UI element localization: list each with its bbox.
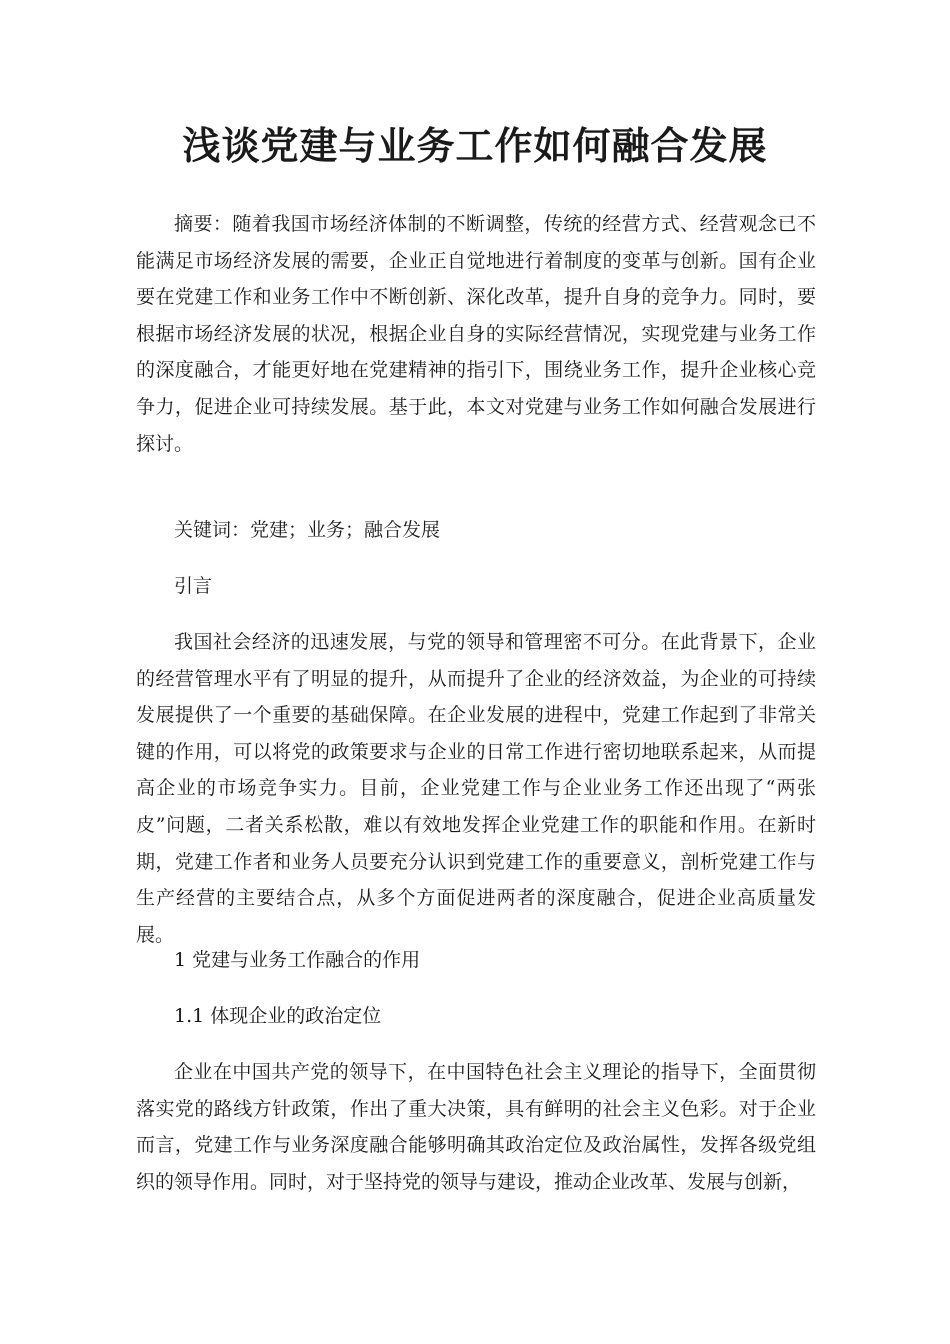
section-1-1-heading: 1.1 体现企业的政治定位 [174, 1005, 382, 1027]
keywords-line: 关键词：党建；业务；融合发展 [174, 519, 441, 541]
abstract-paragraph: 摘要：随着我国市场经济体制的不断调整，传统的经营方式、经营观念已不能满足市场经济发展的需要，企业正自觉地进行着制度的变革与创新。国有企业要在党建工作和业务工作中不断创新、深化改革，提升自身的竞争力。同时，要根据市场经济发展的状况，根据企业自身的实际经营情况，实现党建与业务工作的深度融合，才能更好地在党建精神的指引下，围绕业务工作，提升企业核心竞争力，促进企业可持续发展。基于此，本文对党建与业务工作如何融合发展进行探讨。 [136, 213, 816, 455]
document-title: 浅谈党建与业务工作如何融合发展 [182, 124, 768, 168]
section-1-1-paragraph: 企业在中国共产党的领导下，在中国特色社会主义理论的指导下，全面贯彻落实党的路线方针政策，作出了重大决策，具有鲜明的社会主义色彩。对于企业而言，党建工作与业务深度融合能够明确其政治定位及政治属性，发挥各级党组织的领导作用。同时，对于坚持党的领导与建设，推动企业改革、发展与创新， [136, 1061, 816, 1193]
section-1-heading: 1 党建与业务工作融合的作用 [174, 949, 421, 971]
intro-paragraph: 我国社会经济的迅速发展，与党的领导和管理密不可分。在此背景下，企业的经营管理水平有了明显的提升，从而提升了企业的经济效益，为企业的可持续发展提供了一个重要的基础保障。在企业发展的进程中，党建工作起到了非常关键的作用，可以将党的政策要求与企业的日常工作进行密切地联系起来，从而提高企业的市场竞争实力。目前，企业党建工作与企业业务工作还出现了“两张皮”问题，二者关系松散，难以有效地发挥企业党建工作的职能和作用。在新时期，党建工作者和业务人员要充分认识到党建工作的重要意义，剖析党建工作与生产经营的主要结合点，从多个方面促进两者的深度融合，促进企业高质量发展。 [136, 631, 816, 946]
intro-heading: 引言 [174, 575, 213, 597]
